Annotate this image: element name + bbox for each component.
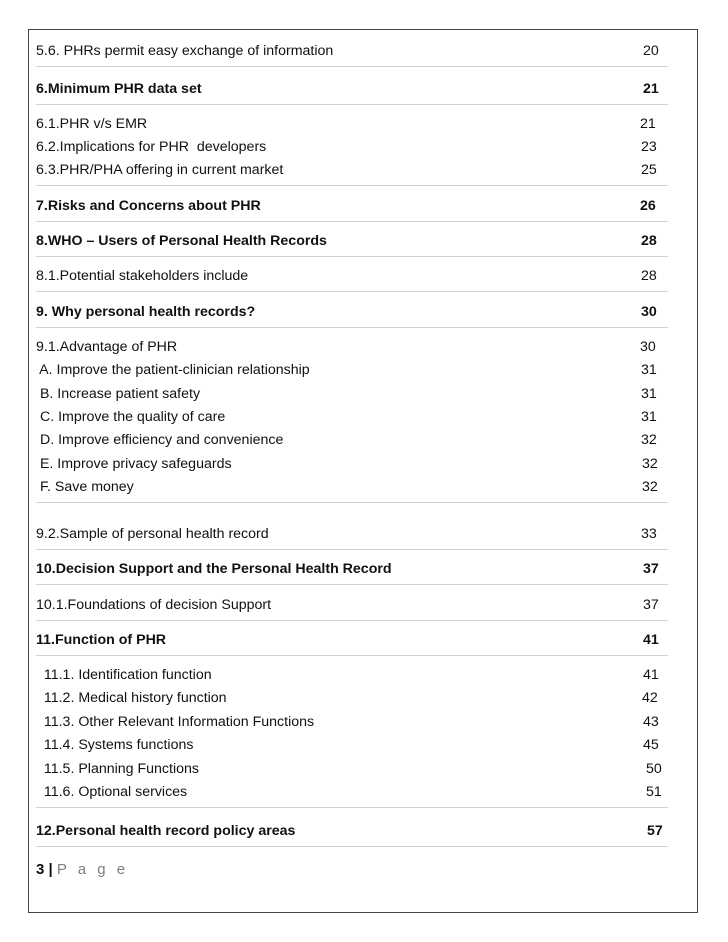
toc-divider — [36, 620, 668, 621]
toc-entry — [36, 231, 666, 251]
footer-separator: | — [44, 861, 57, 878]
toc-entry-page: 51 — [646, 784, 662, 800]
toc-entry-title: 11.4. Systems functions — [36, 737, 194, 753]
toc-entry-page: 31 — [641, 386, 657, 402]
toc-divider — [36, 655, 668, 656]
toc-entry — [36, 735, 666, 755]
toc-entry — [36, 114, 666, 134]
toc-entry-page: 31 — [641, 409, 657, 425]
toc-entry-title: 10.Decision Support and the Personal Health Record — [36, 561, 392, 577]
toc-entry — [36, 665, 666, 685]
toc-entry — [36, 137, 666, 157]
toc-entry-title: 12.Personal health record policy areas — [36, 823, 296, 839]
toc-entry-page: 45 — [643, 737, 659, 753]
toc-entry — [36, 384, 666, 404]
toc-entry — [36, 782, 666, 802]
toc-entry-page: 32 — [642, 456, 658, 472]
toc-entry-title: 6.2.Implications for PHR developers — [36, 139, 267, 155]
toc-divider — [36, 221, 668, 222]
toc-entry — [36, 595, 666, 615]
toc-entry — [36, 302, 666, 322]
toc-entry — [36, 454, 666, 474]
toc-entry-page: 32 — [641, 432, 657, 448]
toc-entry-title: 8.WHO – Users of Personal Health Records — [36, 233, 327, 249]
toc-divider — [36, 549, 668, 550]
toc-entry — [36, 712, 666, 732]
toc-entry-title: 8.1.Potential stakeholders include — [36, 268, 249, 284]
toc-divider — [36, 584, 668, 585]
toc-entry — [36, 430, 666, 450]
toc-entry-page: 26 — [640, 198, 656, 214]
toc-entry-title: 11.Function of PHR — [36, 632, 167, 648]
toc-entry-page: 28 — [641, 233, 657, 249]
toc-entry-page: 41 — [643, 632, 659, 648]
toc-entry-page: 21 — [643, 81, 659, 97]
toc-divider — [36, 185, 668, 186]
toc-entry — [36, 524, 666, 544]
toc-entry — [36, 196, 666, 216]
toc-entry — [36, 160, 666, 180]
toc-entry-title: 11.6. Optional services — [36, 784, 188, 800]
toc-divider — [36, 807, 668, 808]
toc-entry-page: 28 — [641, 268, 657, 284]
page-footer — [36, 858, 129, 882]
toc-divider — [36, 104, 668, 105]
toc-entry-title: 6.3.PHR/PHA offering in current market — [36, 162, 284, 178]
toc-entry-title: 11.5. Planning Functions — [36, 761, 199, 777]
toc-entry — [36, 407, 666, 427]
toc-entry-title: 7.Risks and Concerns about PHR — [36, 198, 261, 214]
toc-entry-title: 6.Minimum PHR data set — [36, 81, 202, 97]
toc-entry-page: 23 — [641, 139, 657, 155]
toc-divider — [36, 291, 668, 292]
toc-entry-page: 20 — [643, 43, 659, 59]
toc-divider — [36, 256, 668, 257]
toc-divider — [36, 327, 668, 328]
toc-entry-title: A. Improve the patient-clinician relationship — [36, 362, 310, 378]
toc-entry-page: 31 — [641, 362, 657, 378]
toc-divider — [36, 502, 668, 503]
toc-divider — [36, 846, 668, 847]
toc-entry — [36, 559, 666, 579]
toc-entry-title: 10.1.Foundations of decision Support — [36, 597, 272, 613]
toc-entry-page: 43 — [643, 714, 659, 730]
toc-entry-title: 11.3. Other Relevant Information Functions — [36, 714, 315, 730]
toc-entry-title: D. Improve efficiency and convenience — [36, 432, 284, 448]
toc-entry-page: 33 — [641, 526, 657, 542]
toc-entry-title: 11.2. Medical history function — [36, 690, 227, 706]
page-number: 3 — [36, 861, 45, 878]
toc-entry-page: 41 — [643, 667, 659, 683]
toc-entry-title: F. Save money — [36, 479, 134, 495]
toc-entry-title: 9.2.Sample of personal health record — [36, 526, 269, 542]
page-label: P a g e — [56, 861, 129, 878]
toc-entry-page: 42 — [642, 690, 658, 706]
toc-entry — [36, 360, 666, 380]
toc-entry-title: 5.6. PHRs permit easy exchange of information — [36, 43, 334, 59]
toc-entry-title: E. Improve privacy safeguards — [36, 456, 232, 472]
toc-entry-title: 9.1.Advantage of PHR — [36, 339, 178, 355]
toc-entry — [36, 337, 666, 357]
toc-entry-page: 30 — [640, 339, 656, 355]
toc-entry-page: 37 — [643, 561, 659, 577]
toc-entry-title: C. Improve the quality of care — [36, 409, 226, 425]
toc-entry-page: 50 — [646, 761, 662, 777]
toc-entry — [36, 477, 666, 497]
toc-entry-page: 21 — [640, 116, 656, 132]
toc-entry-page: 57 — [647, 823, 663, 839]
toc-entry — [36, 688, 666, 708]
toc-entry-page: 37 — [643, 597, 659, 613]
toc-entry — [36, 41, 666, 61]
toc-entry-title: 9. Why personal health records? — [36, 304, 256, 320]
toc-entry — [36, 266, 666, 286]
toc-entry-page: 30 — [641, 304, 657, 320]
toc-divider — [36, 66, 668, 67]
toc-entry — [36, 821, 666, 841]
toc-entry — [36, 79, 666, 99]
toc-entry-title: 6.1.PHR v/s EMR — [36, 116, 148, 132]
toc-entry-title: B. Increase patient safety — [36, 386, 201, 402]
toc-entry — [36, 630, 666, 650]
toc-entry-title: 11.1. Identification function — [36, 667, 212, 683]
toc-entry-page: 25 — [641, 162, 657, 178]
toc-entry-page: 32 — [642, 479, 658, 495]
toc-entry — [36, 759, 666, 779]
